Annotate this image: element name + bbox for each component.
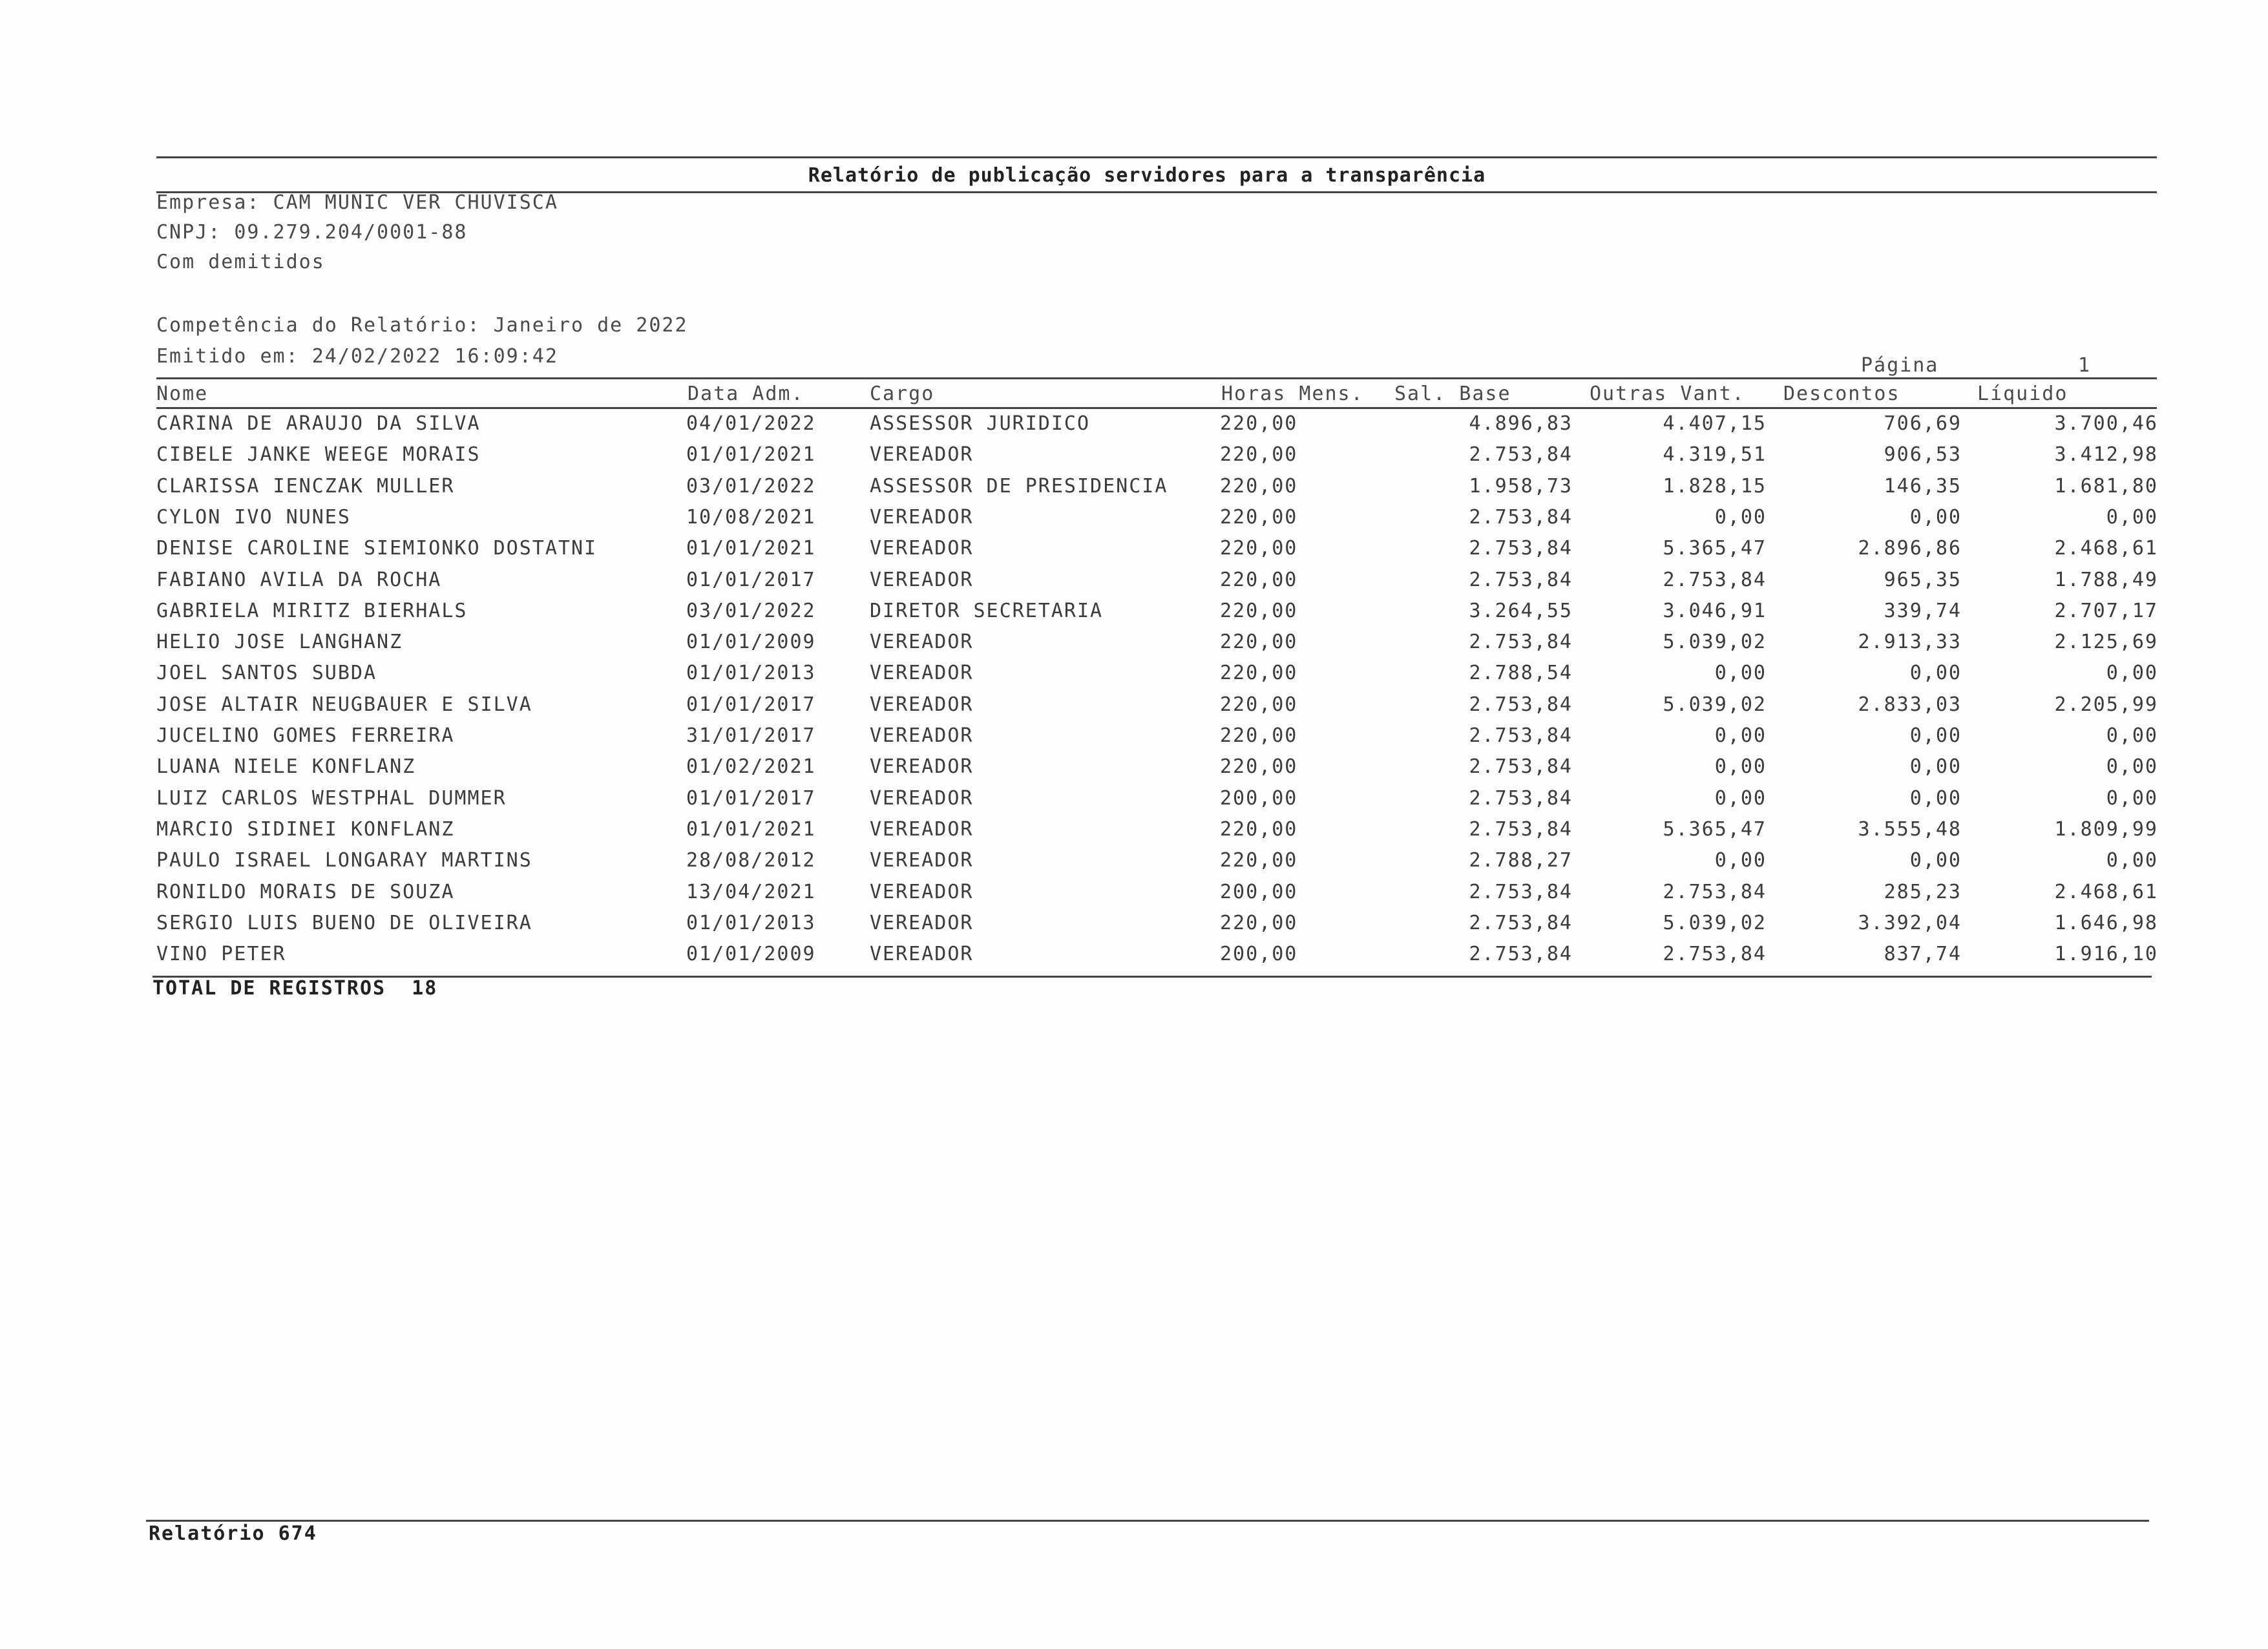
cell-nome: HELIO JOSE LANGHANZ: [156, 631, 403, 654]
cell-liquido: 2.125,69: [2054, 631, 2158, 654]
cell-descontos: 0,00: [1909, 724, 1962, 747]
table-row: [0, 506, 2268, 537]
cell-nome: PAULO ISRAEL LONGARAY MARTINS: [156, 849, 532, 872]
cell-sal-base: 2.753,84: [1469, 911, 1573, 934]
cell-cargo: VEREADOR: [870, 724, 974, 747]
cell-sal-base: 2.753,84: [1469, 505, 1573, 529]
cell-nome: GABRIELA MIRITZ BIERHALS: [156, 599, 468, 622]
cell-nome: SERGIO LUIS BUENO DE OLIVEIRA: [156, 911, 532, 934]
cell-liquido: 2.707,17: [2054, 599, 2158, 622]
cell-liquido: 2.468,61: [2054, 537, 2158, 560]
cell-horas: 220,00: [1220, 693, 1298, 716]
table-row: [0, 912, 2268, 943]
cell-liquido: 1.788,49: [2054, 568, 2158, 591]
cell-sal-base: 2.753,84: [1469, 568, 1573, 591]
table-row: [0, 443, 2268, 474]
col-liquido: Líquido: [1977, 383, 2068, 405]
cell-nome: LUANA NIELE KONFLANZ: [156, 755, 416, 779]
cell-horas: 220,00: [1220, 631, 1298, 654]
table-row: [0, 943, 2268, 974]
cell-cargo: VEREADOR: [870, 817, 974, 841]
cell-nome: CIBELE JANKE WEEGE MORAIS: [156, 443, 481, 467]
cell-outras: 0,00: [1714, 662, 1767, 685]
cell-descontos: 146,35: [1884, 474, 1962, 498]
cell-cargo: VEREADOR: [870, 662, 974, 685]
table-row: [0, 600, 2268, 631]
table-row: [0, 881, 2268, 912]
cell-horas: 220,00: [1220, 599, 1298, 622]
table-row: [0, 537, 2268, 568]
title-top-rule: [156, 156, 2157, 158]
cell-data-adm: 01/01/2017: [686, 693, 816, 716]
cell-cargo: VEREADOR: [870, 693, 974, 716]
cell-sal-base: 2.788,27: [1469, 849, 1573, 872]
cell-data-adm: 01/01/2021: [686, 443, 816, 467]
cell-outras: 0,00: [1714, 724, 1767, 747]
col-outras: Outras Vant.: [1590, 383, 1745, 405]
cell-sal-base: 4.896,83: [1469, 412, 1573, 435]
cell-horas: 220,00: [1220, 662, 1298, 685]
cell-data-adm: 04/01/2022: [686, 412, 816, 435]
cell-sal-base: 1.958,73: [1469, 474, 1573, 498]
cell-outras: 0,00: [1714, 755, 1767, 779]
cell-cargo: VEREADOR: [870, 786, 974, 810]
cell-horas: 220,00: [1220, 817, 1298, 841]
cell-outras: 2.753,84: [1663, 880, 1767, 903]
cell-nome: JOSE ALTAIR NEUGBAUER E SILVA: [156, 693, 532, 716]
cell-data-adm: 01/01/2021: [686, 537, 816, 560]
cell-outras: 5.365,47: [1663, 537, 1767, 560]
cell-horas: 200,00: [1220, 880, 1298, 903]
cell-cargo: VEREADOR: [870, 755, 974, 779]
cell-data-adm: 03/01/2022: [686, 474, 816, 498]
col-data-adm: Data Adm.: [688, 383, 804, 405]
cell-liquido: 0,00: [2106, 662, 2158, 685]
cell-cargo: VEREADOR: [870, 849, 974, 872]
cell-nome: CARINA DE ARAUJO DA SILVA: [156, 412, 481, 435]
cell-cargo: VEREADOR: [870, 631, 974, 654]
cell-liquido: 2.468,61: [2054, 880, 2158, 903]
cell-sal-base: 2.753,84: [1469, 943, 1573, 966]
cell-data-adm: 03/01/2022: [686, 599, 816, 622]
cell-descontos: 0,00: [1909, 662, 1962, 685]
total-count: 18: [412, 977, 438, 1000]
cell-data-adm: 01/01/2009: [686, 631, 816, 654]
cell-cargo: VEREADOR: [870, 880, 974, 903]
cell-descontos: 0,00: [1909, 755, 1962, 779]
cell-nome: MARCIO SIDINEI KONFLANZ: [156, 817, 455, 841]
table-row: [0, 693, 2268, 724]
cell-liquido: 0,00: [2106, 505, 2158, 529]
cell-sal-base: 2.753,84: [1469, 443, 1573, 467]
cell-outras: 2.753,84: [1663, 943, 1767, 966]
cell-liquido: 1.916,10: [2054, 943, 2158, 966]
cell-outras: 5.039,02: [1663, 693, 1767, 716]
cell-sal-base: 2.753,84: [1469, 817, 1573, 841]
cell-descontos: 0,00: [1909, 849, 1962, 872]
cell-liquido: 3.700,46: [2054, 412, 2158, 435]
cell-horas: 220,00: [1220, 474, 1298, 498]
cell-sal-base: 2.753,84: [1469, 724, 1573, 747]
cell-outras: 0,00: [1714, 505, 1767, 529]
cell-liquido: 0,00: [2106, 724, 2158, 747]
table-row: [0, 662, 2268, 693]
cell-nome: DENISE CAROLINE SIEMIONKO DOSTATNI: [156, 537, 598, 560]
cell-data-adm: 13/04/2021: [686, 880, 816, 903]
table-row: [0, 412, 2268, 443]
cell-nome: RONILDO MORAIS DE SOUZA: [156, 880, 455, 903]
cell-liquido: 0,00: [2106, 849, 2158, 872]
cell-outras: 0,00: [1714, 786, 1767, 810]
cell-cargo: ASSESSOR JURIDICO: [870, 412, 1091, 435]
cell-data-adm: 10/08/2021: [686, 505, 816, 529]
table-header-bottom-rule: [156, 407, 2157, 409]
cell-descontos: 965,35: [1884, 568, 1962, 591]
empresa-line: Empresa: CAM MUNIC VER CHUVISCA: [156, 191, 558, 214]
cell-descontos: 906,53: [1884, 443, 1962, 467]
cell-cargo: VEREADOR: [870, 568, 974, 591]
cell-descontos: 2.833,03: [1858, 693, 1962, 716]
cell-outras: 5.039,02: [1663, 631, 1767, 654]
cell-horas: 220,00: [1220, 724, 1298, 747]
pagina-label: Página: [1861, 354, 1939, 377]
cell-nome: VINO PETER: [156, 943, 286, 966]
cell-horas: 200,00: [1220, 943, 1298, 966]
cell-outras: 0,00: [1714, 849, 1767, 872]
cell-descontos: 285,23: [1884, 880, 1962, 903]
emitido-line: Emitido em: 24/02/2022 16:09:42: [156, 345, 558, 368]
cell-cargo: VEREADOR: [870, 537, 974, 560]
cell-data-adm: 01/01/2021: [686, 817, 816, 841]
report-title: Relatório de publicação servidores para a transparência: [808, 164, 1486, 187]
cell-cargo: DIRETOR SECRETARIA: [870, 599, 1104, 622]
cell-outras: 1.828,15: [1663, 474, 1767, 498]
cell-outras: 2.753,84: [1663, 568, 1767, 591]
cell-sal-base: 2.753,84: [1469, 786, 1573, 810]
cell-horas: 220,00: [1220, 443, 1298, 467]
cell-data-adm: 01/01/2013: [686, 911, 816, 934]
col-descontos: Descontos: [1783, 383, 1900, 405]
total-registros: [152, 977, 437, 1000]
cell-liquido: 1.809,99: [2054, 817, 2158, 841]
cell-descontos: 706,69: [1884, 412, 1962, 435]
cell-descontos: 2.896,86: [1858, 537, 1962, 560]
total-label: TOTAL DE REGISTROS: [152, 977, 386, 1000]
cell-horas: 220,00: [1220, 568, 1298, 591]
cell-horas: 200,00: [1220, 786, 1298, 810]
cell-descontos: 0,00: [1909, 786, 1962, 810]
table-bottom-rule: [152, 976, 2152, 978]
cell-horas: 220,00: [1220, 849, 1298, 872]
cell-sal-base: 2.753,84: [1469, 693, 1573, 716]
cell-sal-base: 2.788,54: [1469, 662, 1573, 685]
cell-descontos: 3.392,04: [1858, 911, 1962, 934]
cell-sal-base: 3.264,55: [1469, 599, 1573, 622]
cell-liquido: 1.681,80: [2054, 474, 2158, 498]
demitidos-line: Com demitidos: [156, 251, 325, 273]
cell-cargo: ASSESSOR DE PRESIDENCIA: [870, 474, 1168, 498]
col-nome: Nome: [156, 383, 209, 405]
cell-data-adm: 31/01/2017: [686, 724, 816, 747]
cell-data-adm: 01/01/2009: [686, 943, 816, 966]
table-row: [0, 475, 2268, 506]
table-header-top-rule: [156, 377, 2157, 379]
cell-data-adm: 28/08/2012: [686, 849, 816, 872]
cell-horas: 220,00: [1220, 911, 1298, 934]
cell-cargo: VEREADOR: [870, 943, 974, 966]
cell-liquido: 0,00: [2106, 755, 2158, 779]
table-row: [0, 569, 2268, 600]
cell-horas: 220,00: [1220, 537, 1298, 560]
cell-liquido: 2.205,99: [2054, 693, 2158, 716]
cell-sal-base: 2.753,84: [1469, 880, 1573, 903]
cell-sal-base: 2.753,84: [1469, 755, 1573, 779]
footer-label: Relatório 674: [149, 1522, 317, 1545]
cell-nome: CLARISSA IENCZAK MULLER: [156, 474, 455, 498]
cell-cargo: VEREADOR: [870, 505, 974, 529]
cell-descontos: 837,74: [1884, 943, 1962, 966]
table-row: [0, 849, 2268, 880]
cell-nome: JUCELINO GOMES FERREIRA: [156, 724, 455, 747]
cell-liquido: 1.646,98: [2054, 911, 2158, 934]
cell-outras: 5.039,02: [1663, 911, 1767, 934]
cell-cargo: VEREADOR: [870, 911, 974, 934]
cell-data-adm: 01/01/2017: [686, 568, 816, 591]
col-cargo: Cargo: [870, 383, 935, 405]
cell-descontos: 339,74: [1884, 599, 1962, 622]
cell-nome: JOEL SANTOS SUBDA: [156, 662, 377, 685]
cell-nome: LUIZ CARLOS WESTPHAL DUMMER: [156, 786, 507, 810]
competencia-line: Competência do Relatório: Janeiro de 2022: [156, 314, 688, 337]
cell-data-adm: 01/02/2021: [686, 755, 816, 779]
cell-descontos: 3.555,48: [1858, 817, 1962, 841]
table-row: [0, 724, 2268, 755]
cell-horas: 220,00: [1220, 755, 1298, 779]
cell-liquido: 0,00: [2106, 786, 2158, 810]
cell-descontos: 2.913,33: [1858, 631, 1962, 654]
cell-nome: FABIANO AVILA DA ROCHA: [156, 568, 442, 591]
cell-outras: 4.407,15: [1663, 412, 1767, 435]
cell-outras: 5.365,47: [1663, 817, 1767, 841]
cell-horas: 220,00: [1220, 505, 1298, 529]
cell-liquido: 3.412,98: [2054, 443, 2158, 467]
cell-sal-base: 2.753,84: [1469, 537, 1573, 560]
col-horas: Horas Mens.: [1221, 383, 1364, 405]
cell-outras: 3.046,91: [1663, 599, 1767, 622]
pagina-number: 1: [2078, 354, 2092, 377]
table-row: [0, 631, 2268, 662]
cell-horas: 220,00: [1220, 412, 1298, 435]
table-row: [0, 787, 2268, 818]
cnpj-line: CNPJ: 09.279.204/0001-88: [156, 221, 468, 244]
cell-nome: CYLON IVO NUNES: [156, 505, 351, 529]
cell-data-adm: 01/01/2017: [686, 786, 816, 810]
cell-descontos: 0,00: [1909, 505, 1962, 529]
cell-outras: 4.319,51: [1663, 443, 1767, 467]
cell-sal-base: 2.753,84: [1469, 631, 1573, 654]
cell-data-adm: 01/01/2013: [686, 662, 816, 685]
cell-cargo: VEREADOR: [870, 443, 974, 467]
col-sal-base: Sal. Base: [1394, 383, 1511, 405]
footer-rule: [146, 1520, 2149, 1522]
table-row: [0, 755, 2268, 786]
table-row: [0, 818, 2268, 849]
